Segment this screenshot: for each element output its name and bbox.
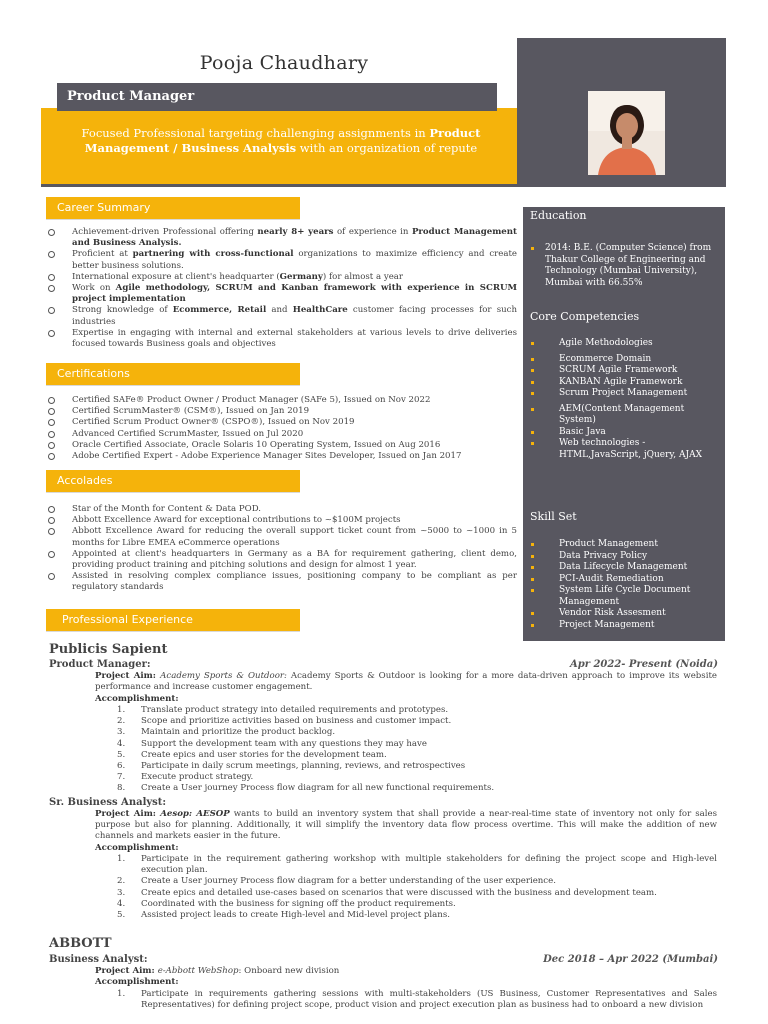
- accomplishment-label: Accomplishment:: [95, 694, 179, 704]
- list-item: AEM(Content Management System): [523, 404, 723, 427]
- tagline-band-tip: [497, 108, 517, 122]
- candidate-name: Pooja Chaudhary: [199, 52, 369, 74]
- list-item: 1. Participate in requirements gathering sessions with multi-stakeholders (US Business, Customer Representatives and Sales Representatives) for defining project scope, product vision and project execution plan as business had to onboard a new division: [117, 989, 717, 1011]
- header-divider: [41, 184, 726, 187]
- list-item: 1. Participate in the requirement gathering workshop with multiple stakeholders for defining the project scope and High-level execution plan.: [117, 854, 717, 876]
- list-item: 4. Support the development team with any questions they may have: [117, 738, 427, 749]
- list-item: International exposure at client's headquarter (Germany) for almost a year: [47, 272, 517, 283]
- list-item: 3. Maintain and prioritize the product backlog.: [117, 727, 336, 738]
- project-aim: Project Aim: Academy Sports & Outdoor: Academy Sports & Outdoor is looking for a more data-driven approach to improve its website performance and increase customer engagement.: [95, 671, 718, 693]
- certifications-list: [47, 395, 517, 462]
- list-item: PCI-Audit Remediation: [523, 574, 723, 586]
- list-item: Adobe Certified Expert - Adobe Experience Manager Sites Developer, Issued on Jan 2017: [47, 451, 517, 462]
- resume-page: [41, 38, 726, 1024]
- accolades-heading: Accolades: [46, 470, 300, 492]
- list-item: Ecommerce Domain: [523, 354, 723, 366]
- education-heading: Education: [530, 209, 587, 222]
- company-name: ABBOTT: [49, 936, 112, 951]
- list-item: Agile Methodologies: [523, 338, 723, 350]
- list-item: 2. Scope and prioritize activities based on business and customer impact.: [117, 716, 452, 727]
- list-item: Certified ScrumMaster® (CSM®), Issued on Jan 2019: [47, 406, 517, 417]
- list-item: Vendor Risk Assesment: [523, 608, 723, 620]
- list-item: Strong knowledge of Ecommerce, Retail and HealthCare customer facing processes for such industries: [47, 305, 517, 327]
- list-item: 8. Create a User journey Process flow diagram for all new functional requirements.: [117, 783, 495, 794]
- list-item: 5. Create epics and user stories for the development team.: [117, 749, 387, 760]
- list-item: Project Management: [523, 620, 723, 632]
- list-item: SCRUM Agile Framework: [523, 365, 723, 377]
- role-title: Sr. Business Analyst:: [49, 797, 167, 808]
- skills-heading: Skill Set: [530, 510, 577, 523]
- list-item: 2014: B.E. (Computer Science) from Thakur College of Engineering and Technology (Mumbai University), Mumbai with 66.55%: [523, 243, 718, 289]
- experience-heading: Professional Experience: [46, 609, 300, 631]
- list-item: Star of the Month for Content & Data POD.: [47, 504, 517, 515]
- list-item: 1. Translate product strategy into detailed requirements and prototypes.: [117, 705, 449, 715]
- profile-photo: [588, 91, 665, 175]
- list-item: Product Management: [523, 539, 723, 551]
- company-name: Publicis Sapient: [49, 642, 168, 657]
- role-dates: Dec 2018 – Apr 2022 (Mumbai): [543, 954, 718, 965]
- list-item: Abbott Excellence Award for exceptional contributions to ~$100M projects: [47, 515, 517, 526]
- certifications-heading: Certifications: [46, 363, 300, 385]
- career-summary-heading: Career Summary: [46, 197, 300, 219]
- project-aim: Project Aim: Aesop: AESOP wants to build an inventory system that shall provide a near-real-time state of inventory not only for sales purpose but also for planning. Additionally, it will simplify the inventory data flow process overtime. This will make the addition of new channels and markets easier in the future.: [95, 809, 717, 842]
- list-item: 3. Create epics and detailed use-cases based on scenarios that were discussed with the business and development team.: [117, 887, 657, 898]
- list-item: Data Lifecycle Management: [523, 562, 723, 574]
- list-item: Data Privacy Policy: [523, 551, 723, 563]
- list-item: Certified SAFe® Product Owner / Product Manager (SAFe 5), Issued on Nov 2022: [47, 395, 517, 406]
- role-dates: Apr 2022- Present (Noida): [569, 659, 718, 670]
- list-item: Scrum Project Management: [523, 388, 723, 400]
- list-item: 2. Create a User journey Process flow diagram for a better understanding of the user experience.: [117, 876, 556, 887]
- list-item: Abbott Excellence Award for reducing the overall support ticket count from ~5000 to ~1000 in 5 months for Libre EMEA eCommerce operations: [47, 526, 517, 548]
- career-summary-list: [47, 227, 517, 350]
- list-item: 6. Participate in daily scrum meetings, planning, reviews, and retrospectives: [117, 761, 466, 772]
- role-title: Business Analyst:: [49, 954, 148, 965]
- skills-list: [523, 539, 723, 631]
- accomplishment-list: [95, 705, 717, 795]
- list-item: Basic Java: [523, 427, 723, 439]
- list-item: Appointed at client's headquarters in Germany as a BA for requirement gathering, client demo, providing product training and pitching solutions and design for almost 1 year.: [47, 549, 517, 571]
- role-title: Product Manager:: [49, 659, 151, 670]
- list-item: Certified Scrum Product Owner® (CSPO®), Issued on Nov 2019: [47, 417, 517, 428]
- list-item: 4. Coordinated with the business for signing off the product requirements.: [117, 898, 456, 909]
- list-item: Expertise in engaging with internal and external stakeholders at various levels to drive deliveries focused towards Business goals and objectives: [47, 328, 517, 350]
- list-item: Advanced Certified ScrumMaster, Issued on Jul 2020: [47, 429, 517, 440]
- list-item: Assisted in resolving complex compliance issues, positioning company to be compliant as per regulatory standards: [47, 571, 517, 593]
- list-item: KANBAN Agile Framework: [523, 377, 723, 389]
- competencies-heading: Core Competencies: [530, 310, 640, 323]
- accolades-list: [47, 504, 517, 594]
- list-item: 5. Assisted project leads to create High-level and Mid-level project plans.: [117, 910, 450, 921]
- accomplishment-label: Accomplishment:: [95, 843, 179, 853]
- list-item: Web technologies - HTML,JavaScript, jQuery, AJAX: [523, 438, 723, 461]
- list-item: Proficient at partnering with cross-functional organizations to maximize efficiency and create better business solutions.: [47, 249, 517, 271]
- list-item: Achievement-driven Professional offering nearly 8+ years of experience in Product Management and Business Analysis.: [47, 227, 517, 249]
- accomplishment-list: [95, 854, 717, 921]
- sidebar: [523, 207, 725, 641]
- list-item: Work on Agile methodology, SCRUM and Kanban framework with experience in SCRUM project implementation: [47, 283, 517, 305]
- project-aim: Project Aim: e-Abbott WebShop: Onboard new division: [95, 966, 340, 976]
- list-item: System Life Cycle Document Management: [523, 585, 723, 608]
- profile-tagline: Focused Professional targeting challenging assignments in Product Management / Business Analysis with an organization of repute: [81, 126, 481, 155]
- education-list: [523, 243, 718, 289]
- accomplishment-label: Accomplishment:: [95, 977, 179, 987]
- accomplishment-list: [95, 989, 717, 1011]
- job-title: Product Manager: [57, 83, 497, 111]
- list-item: 7. Execute product strategy.: [117, 772, 254, 783]
- competencies-list: [523, 338, 723, 461]
- list-item: Oracle Certified Associate, Oracle Solaris 10 Operating System, Issued on Aug 2016: [47, 440, 517, 451]
